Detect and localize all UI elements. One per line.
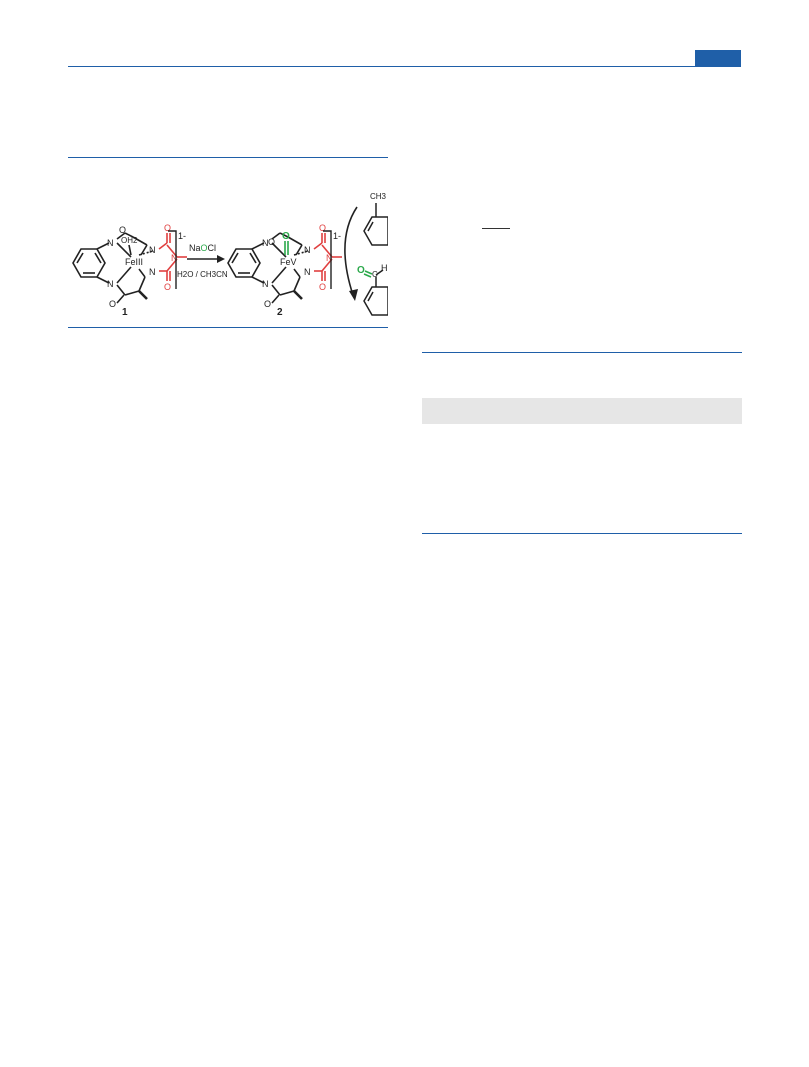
reagent-bottom: H2O / CH3CN: [177, 270, 228, 279]
compound2-red-N: N: [326, 253, 333, 263]
reagent-top: NaOCl: [189, 243, 217, 253]
benzaldehyde-H: H: [381, 263, 388, 273]
reaction-scheme-svg: [67, 185, 388, 318]
header-tab: [695, 50, 741, 66]
compound1-N-top: N: [107, 238, 114, 248]
benzaldehyde-O: O: [357, 265, 365, 276]
benzaldehyde-C: C: [372, 270, 378, 279]
compound1-red-O-top: O: [164, 223, 172, 233]
toluene: [364, 203, 388, 245]
compound1-charge: 1-: [178, 231, 187, 241]
compound2-N-top: N: [262, 238, 269, 248]
table-bottom-rule: [422, 533, 742, 534]
table-top-rule: [422, 352, 742, 353]
compound1-red-O-bottom: O: [164, 282, 172, 292]
equation-fraction-bar: [482, 228, 510, 229]
compound2-label: 2: [277, 307, 283, 318]
compound1-fe: FeIII: [125, 257, 144, 267]
oxidation-arrow: [345, 207, 357, 295]
compound1-N-bottom: N: [107, 279, 114, 289]
compound2-N-right-top: N: [304, 245, 311, 255]
compound2-red-O-top: O: [319, 223, 327, 233]
compound2-fe: FeV: [280, 257, 297, 267]
compound2-N-bottom: N: [262, 279, 269, 289]
reaction-scheme: [67, 185, 388, 318]
compound1-N-right-top: N: [149, 245, 156, 255]
compound2-O-bottom: O: [264, 299, 272, 309]
compound2-oxo: O: [282, 231, 290, 242]
compound2-O-top: O: [268, 237, 276, 247]
scheme-bottom-rule: [68, 327, 388, 328]
scheme-top-rule: [68, 157, 388, 158]
toluene-methyl: CH3: [370, 192, 387, 201]
compound2-N-right-bottom: N: [304, 267, 311, 277]
compound1-red-N: N: [171, 253, 178, 263]
compound1-label: 1: [122, 307, 128, 318]
compound1-O-bottom: O: [109, 299, 117, 309]
compound1-O-top: O: [119, 225, 127, 235]
compound2-charge: 1-: [333, 231, 342, 241]
header-rule: [68, 66, 741, 67]
compound1-aqua: OH2: [121, 236, 138, 245]
compound1-N-right-bottom: N: [149, 267, 156, 277]
compound2-red-O-bottom: O: [319, 282, 327, 292]
table-header-band: [422, 398, 742, 424]
